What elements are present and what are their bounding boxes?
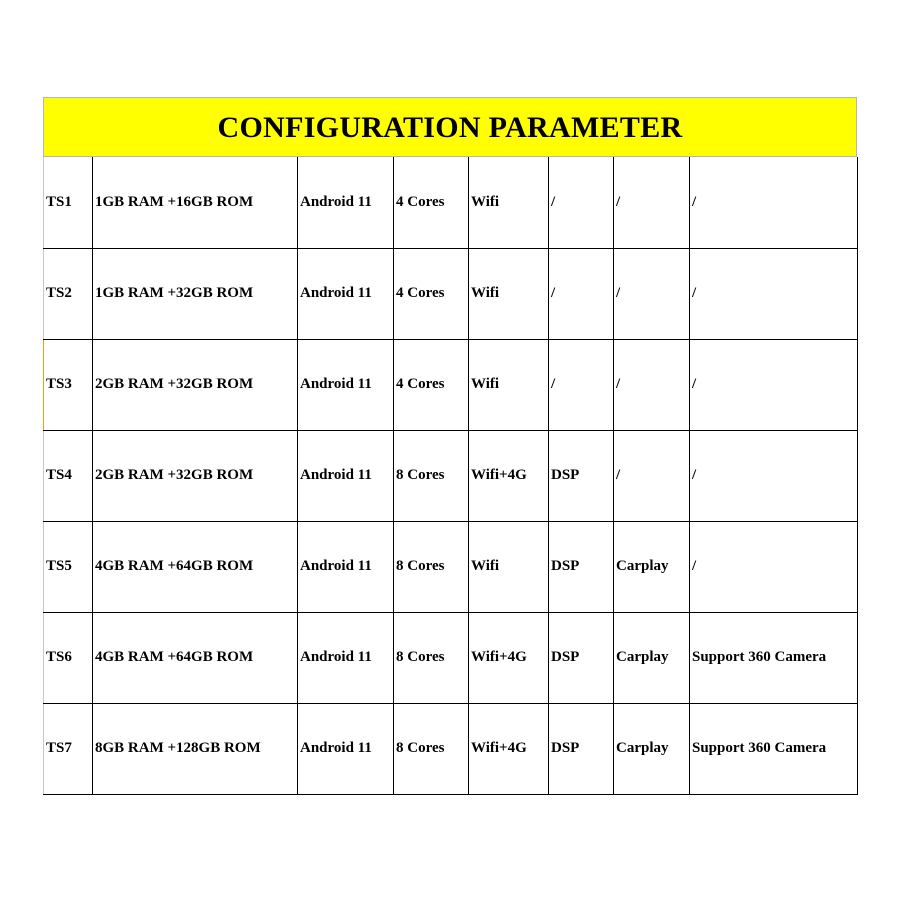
- camera-cell: /: [690, 521, 858, 612]
- memory-cell: 2GB RAM +32GB ROM: [93, 430, 298, 521]
- network-cell: Wifi+4G: [469, 703, 549, 794]
- cpu-cell: 8 Cores: [394, 430, 469, 521]
- dsp-cell: /: [549, 339, 614, 430]
- table-row: [44, 339, 858, 430]
- os-cell: Android 11: [298, 248, 394, 339]
- model-cell: TS2: [44, 248, 93, 339]
- network-cell: Wifi+4G: [469, 430, 549, 521]
- network-cell: Wifi: [469, 157, 549, 248]
- memory-cell: 1GB RAM +32GB ROM: [93, 248, 298, 339]
- camera-cell: Support 360 Camera: [690, 703, 858, 794]
- table-row: [44, 612, 858, 703]
- cpu-cell: 8 Cores: [394, 612, 469, 703]
- os-cell: Android 11: [298, 430, 394, 521]
- dsp-cell: DSP: [549, 703, 614, 794]
- model-cell: TS5: [44, 521, 93, 612]
- dsp-cell: DSP: [549, 612, 614, 703]
- table-row: [44, 157, 858, 248]
- carplay-cell: /: [614, 248, 690, 339]
- configuration-table: [43, 157, 858, 795]
- camera-cell: /: [690, 157, 858, 248]
- memory-cell: 8GB RAM +128GB ROM: [93, 703, 298, 794]
- memory-cell: 4GB RAM +64GB ROM: [93, 612, 298, 703]
- cpu-cell: 8 Cores: [394, 703, 469, 794]
- title-banner: [43, 97, 857, 157]
- cpu-cell: 4 Cores: [394, 157, 469, 248]
- os-cell: Android 11: [298, 157, 394, 248]
- os-cell: Android 11: [298, 521, 394, 612]
- dsp-cell: DSP: [549, 521, 614, 612]
- model-cell: TS4: [44, 430, 93, 521]
- dsp-cell: /: [549, 157, 614, 248]
- cpu-cell: 4 Cores: [394, 339, 469, 430]
- carplay-cell: Carplay: [614, 703, 690, 794]
- memory-cell: 1GB RAM +16GB ROM: [93, 157, 298, 248]
- configuration-sheet: [43, 97, 857, 795]
- camera-cell: /: [690, 248, 858, 339]
- camera-cell: /: [690, 339, 858, 430]
- table-row: [44, 248, 858, 339]
- model-cell: TS7: [44, 703, 93, 794]
- os-cell: Android 11: [298, 339, 394, 430]
- model-cell: TS6: [44, 612, 93, 703]
- model-cell: TS3: [44, 339, 93, 430]
- model-cell: TS1: [44, 157, 93, 248]
- carplay-cell: /: [614, 430, 690, 521]
- network-cell: Wifi+4G: [469, 612, 549, 703]
- page-title: CONFIGURATION PARAMETER: [217, 111, 683, 144]
- table-row: [44, 521, 858, 612]
- network-cell: Wifi: [469, 248, 549, 339]
- cpu-cell: 8 Cores: [394, 521, 469, 612]
- table-row: [44, 703, 858, 794]
- dsp-cell: /: [549, 248, 614, 339]
- carplay-cell: /: [614, 339, 690, 430]
- carplay-cell: /: [614, 157, 690, 248]
- memory-cell: 4GB RAM +64GB ROM: [93, 521, 298, 612]
- network-cell: Wifi: [469, 339, 549, 430]
- camera-cell: Support 360 Camera: [690, 612, 858, 703]
- cpu-cell: 4 Cores: [394, 248, 469, 339]
- os-cell: Android 11: [298, 703, 394, 794]
- os-cell: Android 11: [298, 612, 394, 703]
- network-cell: Wifi: [469, 521, 549, 612]
- memory-cell: 2GB RAM +32GB ROM: [93, 339, 298, 430]
- camera-cell: /: [690, 430, 858, 521]
- carplay-cell: Carplay: [614, 521, 690, 612]
- carplay-cell: Carplay: [614, 612, 690, 703]
- dsp-cell: DSP: [549, 430, 614, 521]
- table-row: [44, 430, 858, 521]
- table-body: [44, 157, 858, 794]
